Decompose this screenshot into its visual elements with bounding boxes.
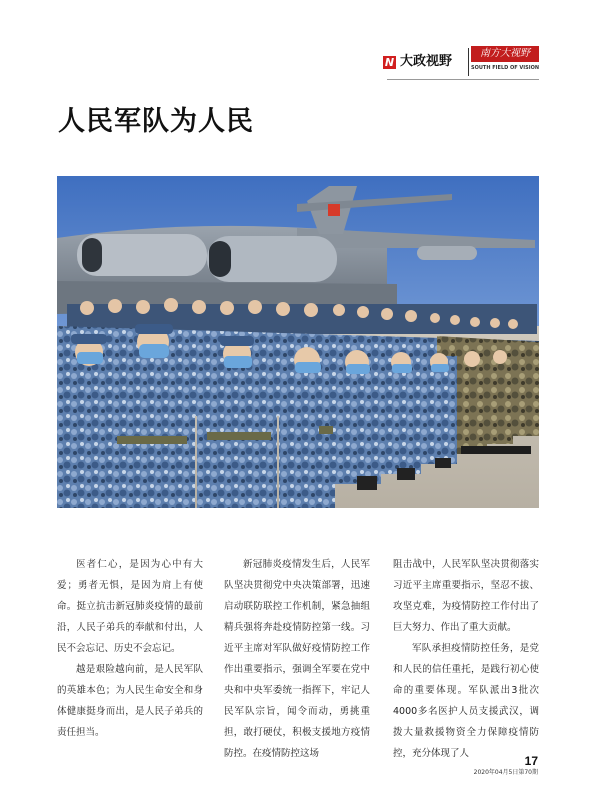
magazine-brand: 南方大视野 bbox=[471, 46, 539, 62]
header-rule bbox=[387, 79, 539, 80]
header-divider bbox=[468, 48, 469, 76]
paragraph: 医者仁心，是因为心中有大爱；勇者无惧，是因为肩上有使命。挺立抗击新冠肺炎疫情的最前沿，人民子弟兵的奉献和付出，人民不会忘记、历史不会忘记。 bbox=[57, 559, 203, 654]
text-column-3 bbox=[393, 554, 539, 764]
paragraph: 阻击战中，人民军队坚决贯彻落实习近平主席重要指示，坚忍不拔、攻坚克难，为疫情防控工作付出了巨大努力、作出了重大贡献。 bbox=[393, 559, 539, 633]
page-number: 17 bbox=[524, 754, 538, 768]
column-name: 大政视野 bbox=[400, 54, 453, 69]
column-logo-icon: N bbox=[384, 56, 395, 69]
article-title: 人民军队为人民 bbox=[58, 106, 254, 137]
masthead bbox=[383, 46, 539, 76]
magazine-brand-en: SOUTH FIELD OF VISION bbox=[471, 65, 540, 71]
paragraph: 越是艰险越向前，是人民军队的英雄本色；为人民生命安全和身体健康挺身而出，是人民子弟兵的责任担当。 bbox=[57, 664, 203, 738]
paragraph: 军队承担疫情防控任务，是党和人民的信任重托，是践行初心使命的重要体现。军队派出3批次4000多名医护人员支援武汉，调拨大量救援物资全力保障疫情防控，充分体现了人 bbox=[393, 643, 539, 759]
text-column-2 bbox=[224, 554, 370, 764]
issue-date: 2020年04月5日第70期 bbox=[473, 769, 538, 776]
text-column-1 bbox=[57, 554, 203, 743]
article-photo bbox=[57, 176, 539, 508]
paragraph: 新冠肺炎疫情发生后，人民军队坚决贯彻党中央决策部署，迅速启动联防联控工作机制，紧急抽组精兵强将奔赴疫情防控第一线。习近平主席对军队做好疫情防控工作作出重要指示，强调全军要在党中央和中央军委统一指挥下，牢记人民军队宗旨，闻令而动，勇挑重担，敢打硬仗，积极支援地方疫情防控。在疫情防控这场 bbox=[224, 559, 370, 759]
